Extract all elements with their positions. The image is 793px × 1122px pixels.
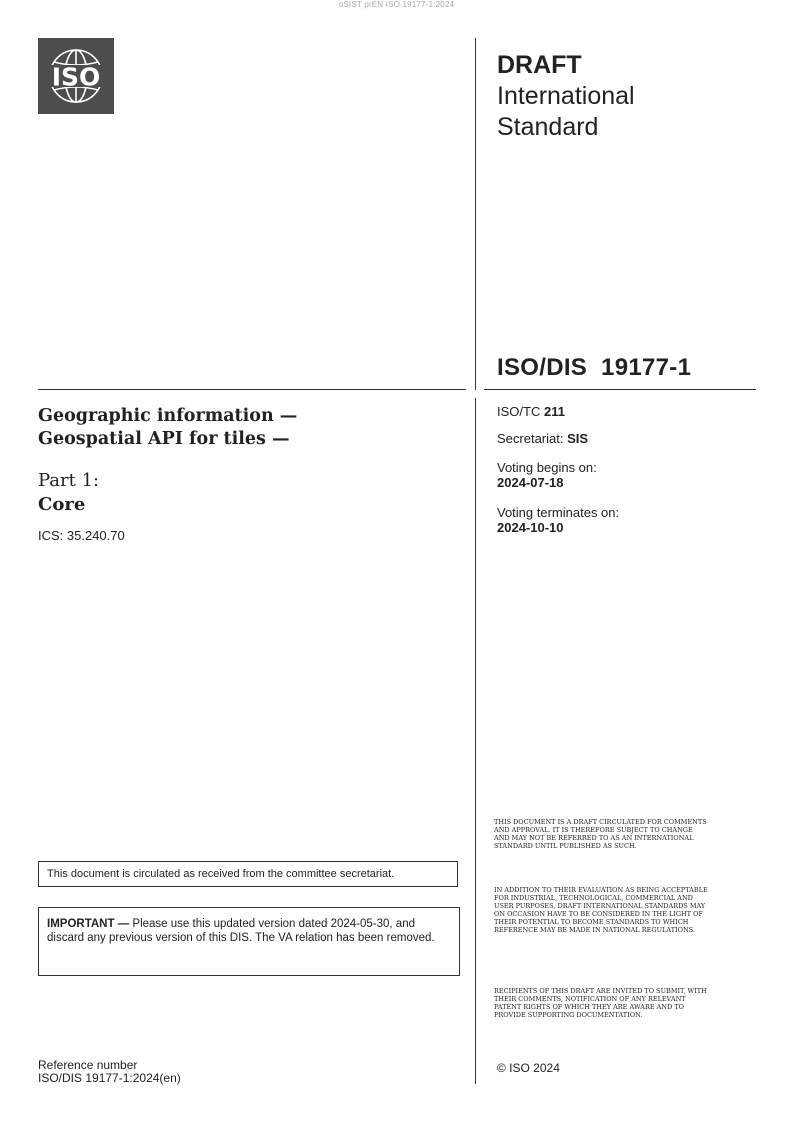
disclaimer-paragraph-3: RECIPIENTS OF THIS DRAFT ARE INVITED TO SUBMIT, WITH THEIR COMMENTS, NOTIFICATION OF ANY RELEVANT PATENT RIGHTS OF WHICH THEY ARE AWARE AND TO PROVIDE SUPPORTING DOCUMENTATION. — [494, 987, 707, 1019]
important-notice — [38, 907, 460, 976]
part-label: Part 1: — [38, 470, 100, 491]
secretariat-value: SIS — [567, 431, 589, 446]
draft-line-3: Standard — [497, 113, 599, 141]
column-divider-top — [475, 38, 476, 390]
voting-terminates-label: Voting terminates on: — [497, 505, 620, 520]
voting-begins-label: Voting begins on: — [497, 460, 597, 475]
voting-begins-date: 2024-07-18 — [497, 475, 564, 490]
reference-label: Reference number — [38, 1058, 138, 1072]
tc-label: ISO/TC — [497, 404, 541, 419]
title-line-2: Geospatial API for tiles — — [38, 429, 290, 449]
voting-terminates-date: 2024-10-10 — [497, 520, 564, 535]
title-rule-right — [484, 389, 756, 390]
reference-number — [38, 1059, 181, 1085]
secretariat — [497, 431, 588, 446]
watermark: oSIST prEN ISO 19177-1:2024 — [338, 0, 455, 9]
title-rule-left — [38, 389, 466, 390]
technical-committee — [497, 404, 565, 419]
iso-logo — [38, 38, 114, 114]
document-number: ISO/DIS 19177-1 — [497, 354, 692, 381]
tc-value: 211 — [543, 404, 565, 419]
title-line-1: Geographic information — — [38, 406, 298, 426]
draft-heading — [497, 50, 635, 143]
iso-logo-text: ISO — [51, 62, 101, 92]
copyright: © ISO 2024 — [497, 1061, 560, 1075]
important-text: Please use this updated version dated 2024-05-30, and discard any previous version of this DIS. The VA relation has been removed. — [47, 918, 435, 944]
reference-value: ISO/DIS 19177-1:2024(en) — [38, 1071, 181, 1085]
draft-line-1: DRAFT — [497, 51, 582, 79]
disclaimer-paragraph-1: THIS DOCUMENT IS A DRAFT CIRCULATED FOR COMMENTS AND APPROVAL. IT IS THEREFORE SUBJECT TO CHANGE AND MAY NOT BE REFERRED TO AS AN INTERNATIONAL STANDARD UNTIL PUBLISHED AS SUCH. — [494, 818, 707, 850]
voting-begins — [497, 460, 597, 490]
circulation-notice: This document is circulated as received from the committee secretariat. — [38, 861, 458, 887]
part-name: Core — [38, 494, 86, 515]
document-title — [38, 405, 458, 451]
voting-terminates — [497, 505, 619, 535]
disclaimer-paragraph-2: IN ADDITION TO THEIR EVALUATION AS BEING ACCEPTABLE FOR INDUSTRIAL, TECHNOLOGICAL, COMMERCIAL AND USER PURPOSES, DRAFT INTERNATIONAL STANDARDS MAY ON OCCASION HAVE TO BE CONSIDERED IN THE LIGHT OF THEIR POTENTIAL TO BECOME STANDARDS TO WHICH REFERENCE MAY BE MADE IN NATIONAL REGULATIONS. — [494, 886, 708, 934]
important-label: IMPORTANT — — [47, 918, 130, 930]
ics-code: ICS: 35.240.70 — [38, 528, 125, 543]
column-divider-bottom — [475, 398, 476, 1084]
secretariat-label: Secretariat: — [497, 431, 564, 446]
draft-line-2: International — [497, 82, 635, 110]
